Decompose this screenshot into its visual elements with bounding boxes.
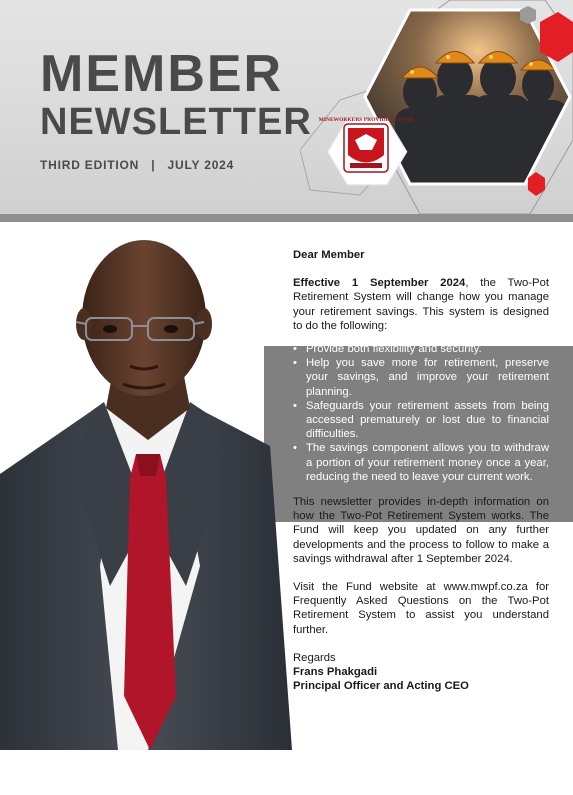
header-hexagon-graphic bbox=[300, 0, 573, 218]
title-newsletter: NEWSLETTER bbox=[40, 101, 312, 143]
greeting: Dear Member bbox=[293, 249, 365, 261]
letter-body bbox=[293, 248, 549, 693]
list-item: • Help you save more for retirement, preserve your savings, and improve your retirement planning. bbox=[293, 356, 549, 399]
signer-title-text: Principal Officer and Acting CEO bbox=[293, 680, 469, 693]
intro-text: , the Two-Pot Retirement System will change how you manage your retirement savings. This system is designed to do the following: bbox=[293, 277, 549, 332]
list-item: • The savings component allows you to withdraw a portion of your retirement money once a year, reducing the need to leave your current work. bbox=[293, 441, 549, 484]
edition-line bbox=[40, 158, 234, 172]
title-member: MEMBER bbox=[40, 45, 284, 103]
logo-text: MINEWORKERS PROVIDENT FUND bbox=[318, 117, 414, 123]
newsletter-info-paragraph: This newsletter provides in-depth information on how the Two-Pot Retirement System works. The Fund will keep you updated on any further developments and the process to follow to make a savings withdrawal after 1 September 2024. bbox=[293, 496, 549, 565]
edition-date: JULY 2024 bbox=[167, 158, 235, 172]
signer-title bbox=[293, 679, 549, 693]
benefits-list bbox=[293, 342, 549, 484]
list-item: • Provide both flexibility and security. bbox=[293, 342, 549, 356]
header-divider bbox=[0, 214, 573, 222]
signer-name-text: Frans Phakgadi bbox=[293, 666, 378, 679]
signer-name bbox=[293, 665, 549, 679]
edition-separator: | bbox=[151, 158, 156, 172]
edition-label: THIRD EDITION bbox=[40, 158, 140, 172]
list-item: • Safeguards your retirement assets from being accessed prematurely or lost due to financial difficulties. bbox=[293, 399, 549, 442]
newsletter-header bbox=[0, 0, 573, 218]
intro-effective-date: Effective 1 September 2024 bbox=[293, 277, 466, 290]
website-paragraph: Visit the Fund website at www.mwpf.co.za for Frequently Asked Questions on the Two-Pot Retirement System to assist you understand further. bbox=[293, 581, 549, 636]
ceo-portrait bbox=[0, 226, 292, 750]
intro-paragraph bbox=[293, 276, 549, 333]
regards: Regards bbox=[293, 651, 336, 664]
